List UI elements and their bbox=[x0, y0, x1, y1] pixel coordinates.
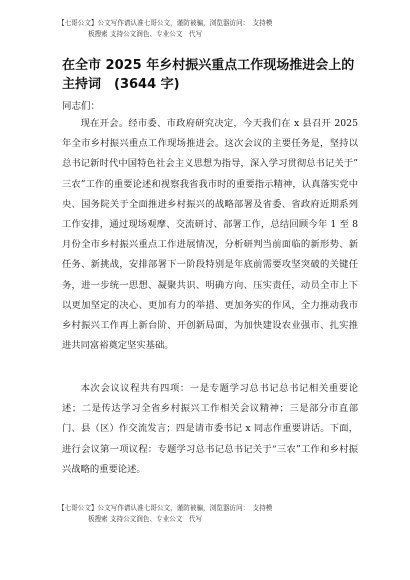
body-paragraph-2 bbox=[62, 379, 358, 480]
body-paragraph-1 bbox=[62, 114, 358, 356]
header-line-2: 板搜索 支持公文润色、专业公文 代写 bbox=[88, 30, 203, 38]
paragraph-text: 本次会议议程共有四项：一是专题学习总书记总书记相关重要论述；二是传达学习全省乡村振兴工作相关会议精神；三是部分市直部门、县（区）作交流发言；四是请市委书记 x 同志作重要讲话。下面，进行会议第一项议程：专题学习总书记总书记关于“三农”工作和乡村振兴战略的重要论述。 bbox=[62, 383, 358, 475]
page-footer bbox=[58, 503, 370, 525]
greeting: 同志们： bbox=[62, 101, 101, 112]
header-line-1: 【七哥公文】公文写作请认准七哥公文，谨防被骗，浏览器访问： 支持模 bbox=[58, 19, 273, 27]
footer-line-2: 板搜索 支持公文润色、专业公文 代写 bbox=[88, 515, 203, 523]
paragraph-text: 现在开会。经市委、市政府研究决定，今天我们在 x 县召开 2025 年全市乡村振兴重点工作现场推进会。这次会议的主要任务是，坚持以总书记新时代中国特色社会主义思想为指导，深入学习贯彻总书记关于” 三农”工作的重要论述和视察我省我市时的重要指示精神，认真落实党中央、国务院关于全面推进乡村振兴的战略部署及省委、省政府近期系列工作安排，通过现场观摩、交流研讨、部署工作，总结回顾今年 1 至 8 月份全市乡村振兴重点工作进展情况，分析研判当前面临的新形势、新任务、新挑战，安排部署下一阶段特别是年底前需要攻坚突破的关键任务，进一步统一思想、凝聚共识、明确方向、压实责任，动员全市上下以更加坚定的决心、更加有力的举措、更加务实的作风，全力推动我市乡村振兴工作再上新台阶、开创新局面，为加快建设农业强市、扎实推进共同富裕奠定坚实基础。 bbox=[62, 118, 358, 352]
document-title: 在全市 2025 年乡村振兴重点工作现场推进会上的主持词 (3644 字) bbox=[62, 58, 355, 92]
page-header bbox=[58, 18, 370, 40]
footer-line-1: 【七哥公文】公文写作请认准七哥公文，谨防被骗，浏览器访问： 支持模 bbox=[58, 504, 273, 512]
